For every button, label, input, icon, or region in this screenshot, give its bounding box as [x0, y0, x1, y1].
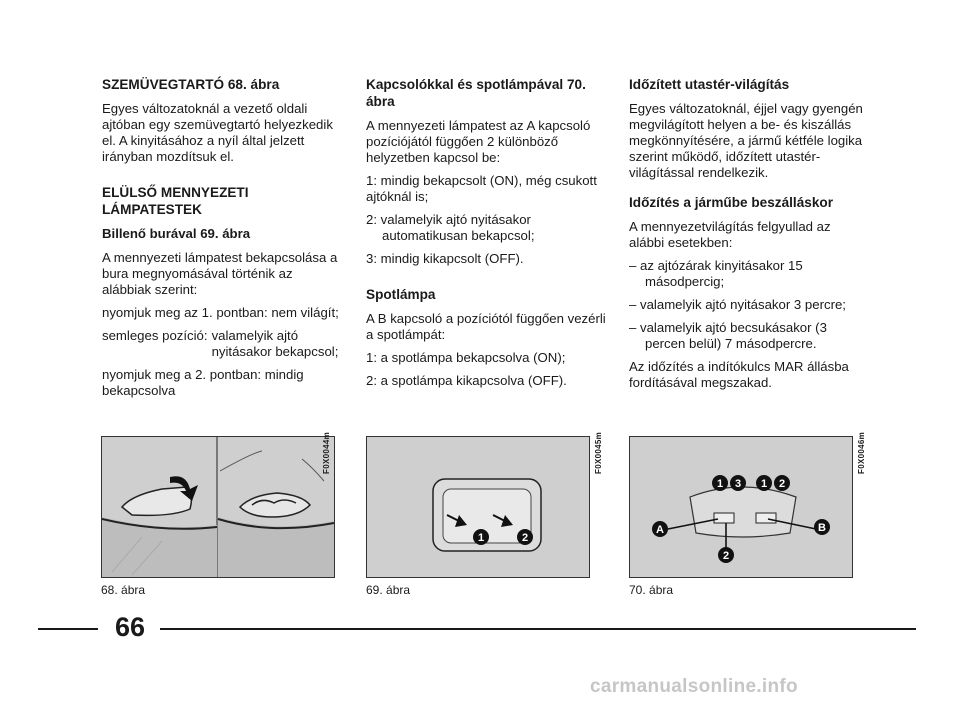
- figure-70-code: F0X0046m: [857, 432, 866, 474]
- marker-a: [652, 521, 668, 537]
- column-2: [366, 76, 606, 396]
- subheading-tilting-cover: Billenő burával 69. ábra: [102, 226, 251, 241]
- list-item: 3: mindig kikapcsolt (OFF).: [366, 251, 524, 266]
- column-1: [102, 76, 342, 406]
- list-item: 1: a spotlámpa bekapcsolva (ON);: [366, 350, 566, 365]
- heading-spotlamp: Spotlámpa: [366, 287, 436, 302]
- figure-68-caption: 68. ábra: [101, 583, 146, 597]
- paragraph: Egyes változatoknál, éjjel vagy gyengén megvilágított helyen a be- és kiszállás megkönnyítésére, a jármű kétféle logika szerint működő, időzített utastér-világítással rendelkezik.: [629, 101, 863, 180]
- heading-front-lamps-line1: ELÜLSŐ MENNYEZETI: [102, 185, 249, 200]
- list-item: – valamelyik ajtó becsukásakor (3 percen belül) 7 másodpercre.: [629, 320, 827, 351]
- paragraph: nyomjuk meg az 1. pontban: nem világít;: [102, 305, 339, 320]
- heading-glasses-holder: SZEMÜVEGTARTÓ 68. ábra: [102, 77, 280, 92]
- tilting-lamp-illustration: [367, 437, 589, 577]
- heading-entry-timing: Időzítés a járműbe beszálláskor: [629, 195, 833, 210]
- paragraph: A mennyezeti lámpatest az A kapcsoló pozíciójától függően 2 különböző helyzetben kapcsol be:: [366, 118, 591, 165]
- svg-text:2: 2: [722, 550, 730, 562]
- figure-69-caption: 69. ábra: [366, 583, 411, 597]
- list-item: 2: a spotlámpa kikapcsolva (OFF).: [366, 373, 567, 388]
- svg-text:1: 1: [716, 478, 724, 490]
- figure-68-image: [101, 436, 335, 578]
- marker-3: [730, 475, 746, 491]
- paragraph: A mennyezeti lámpatest bekapcsolása a bura megnyomásával történik az alábbiak szerint:: [102, 250, 338, 297]
- glasses-holder-illustration: [102, 437, 334, 577]
- paragraph: A mennyezetvilágítás felgyullad az alábbi esetekben:: [629, 219, 831, 250]
- list-item: 1: mindig bekapcsolt (ON), még csukott ajtóknál is;: [366, 173, 597, 204]
- svg-text:B: B: [818, 522, 826, 534]
- heading-timed-lighting: Időzített utastér-világítás: [629, 77, 790, 92]
- svg-text:1: 1: [477, 532, 485, 544]
- column-3: [629, 76, 869, 398]
- figure-69-image: [366, 436, 590, 578]
- marker-1a: [712, 475, 728, 491]
- heading-switches-spotlamp: Kapcsolókkal és spotlámpával 70. ábra: [366, 77, 586, 109]
- svg-text:1: 1: [760, 478, 768, 490]
- marker-2b: [718, 547, 734, 563]
- svg-text:2: 2: [521, 532, 529, 544]
- paragraph: A B kapcsoló a pozíciótól függően vezérli a spotlámpát:: [366, 311, 606, 342]
- list-item: 2: valamelyik ajtó nyitásakor automatikusan bekapcsol;: [366, 212, 535, 243]
- figure-70-image: [629, 436, 853, 578]
- list-item: – valamelyik ajtó nyitásakor 3 percre;: [629, 297, 846, 312]
- svg-text:3: 3: [734, 478, 742, 490]
- footer-rule-right: [160, 628, 916, 630]
- heading-front-lamps-line2: LÁMPATESTEK: [102, 202, 202, 217]
- figure-68-code: F0X0044m: [322, 432, 331, 474]
- switch-lamp-illustration: [630, 437, 852, 577]
- list-item: – az ajtózárak kinyitásakor 15 másodpercig;: [629, 258, 803, 289]
- footer-rule-left: [38, 628, 98, 630]
- marker-2a: [774, 475, 790, 491]
- svg-text:2: 2: [778, 478, 786, 490]
- neutral-position-row: [102, 328, 342, 360]
- paragraph: nyomjuk meg a 2. pontban: mindig bekapcsolva: [102, 367, 304, 398]
- neutral-position-value: valamelyik ajtó nyitásakor bekapcsol;: [211, 328, 339, 359]
- page-number: 66: [114, 612, 146, 642]
- neutral-position-label: semleges pozíció:: [102, 328, 208, 343]
- paragraph: Egyes változatoknál a vezető oldali ajtóban egy szemüvegtartó helyezkedik el. A kinyitásához a nyíl által jelzett irányban mozdítsuk el.: [102, 101, 333, 164]
- figure-70-caption: 70. ábra: [629, 583, 674, 597]
- marker-2: [517, 529, 533, 545]
- marker-b: [814, 519, 830, 535]
- figure-69-code: F0X0045m: [594, 432, 603, 474]
- marker-1b: [756, 475, 772, 491]
- marker-1: [473, 529, 489, 545]
- svg-text:A: A: [656, 524, 664, 536]
- watermark: carmanualsonline.info: [590, 676, 798, 697]
- paragraph: Az időzítés a indítókulcs MAR állásba fordításával megszakad.: [629, 359, 849, 390]
